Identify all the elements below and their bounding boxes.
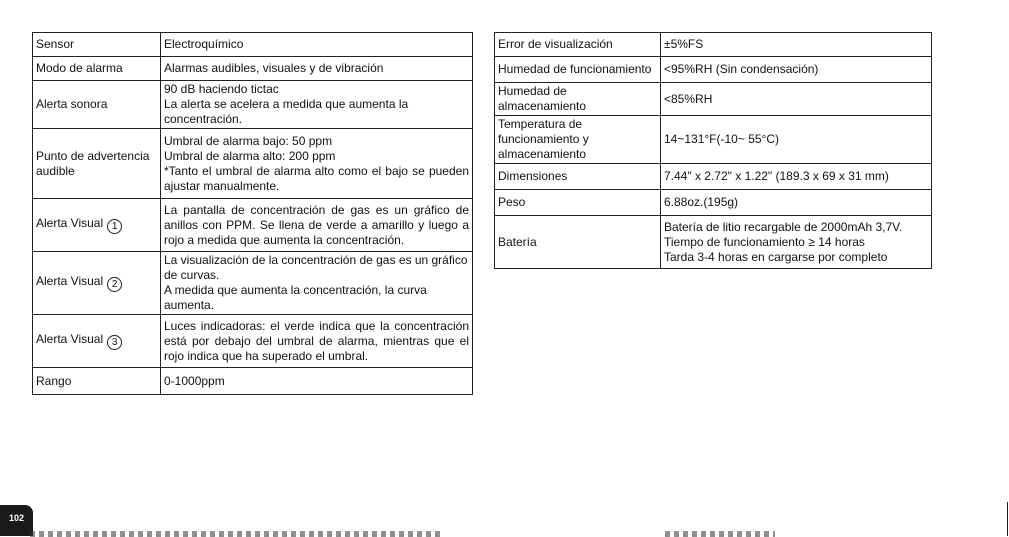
table-row xyxy=(33,57,473,81)
row-value: La pantalla de concentración de gas es un gráfico de anillos con PPM. Se llena de verde a amarillo y luego a rojo a medida que aumenta la concentración. xyxy=(161,199,473,252)
table-row xyxy=(495,216,932,269)
value-line: *Tanto el umbral de alarma alto como el bajo se pueden ajustar manualmente. xyxy=(164,163,469,193)
table-row xyxy=(495,57,932,83)
row-value: Luces indicadoras: el verde indica que la concentración está por debajo del umbral de alarma, mientras que el rojo indica que ha superado el umbral. xyxy=(161,315,473,368)
value-line: Tarda 3-4 horas en cargarse por completo xyxy=(664,249,888,264)
row-label: Punto de advertencia audible xyxy=(33,129,161,199)
row-label: Humedad de almacenamiento xyxy=(495,83,661,116)
row-label xyxy=(33,315,161,368)
row-value: Alarmas audibles, visuales y de vibración xyxy=(161,57,473,81)
row-label-text: Alerta Visual xyxy=(36,216,104,230)
table-row xyxy=(495,83,932,116)
page-edge-divider xyxy=(1007,502,1008,536)
table-row xyxy=(33,81,473,129)
row-label: Peso xyxy=(495,190,661,216)
row-value: <95%RH (Sin condensación) xyxy=(661,57,932,83)
row-value: 7.44" x 2.72" x 1.22" (189.3 x 69 x 31 mm) xyxy=(661,164,932,190)
circled-number-2-icon: 2 xyxy=(107,277,122,292)
value-line: Tiempo de funcionamiento ≥ 14 horas xyxy=(664,234,865,249)
value-line: 90 dB haciendo tictac xyxy=(164,82,279,96)
row-label: Alerta sonora xyxy=(33,81,161,129)
row-label-text: Alerta Visual xyxy=(36,274,104,288)
row-label-text: Alerta Visual xyxy=(36,332,104,346)
table-row xyxy=(495,33,932,57)
table-row xyxy=(495,190,932,216)
row-value: <85%RH xyxy=(661,83,932,116)
row-value: ±5%FS xyxy=(661,33,932,57)
row-value xyxy=(161,252,473,315)
table-row xyxy=(33,368,473,395)
cropped-text-line xyxy=(30,531,440,537)
value-line: Umbral de alarma alto: 200 ppm xyxy=(164,148,336,163)
circled-number-3-icon: 3 xyxy=(107,335,122,350)
row-value: 0-1000ppm xyxy=(161,368,473,395)
table-row xyxy=(33,252,473,315)
row-value: 6.88oz.(195g) xyxy=(661,190,932,216)
row-label xyxy=(33,199,161,252)
page-number: 102 xyxy=(0,505,33,536)
value-line: Umbral de alarma bajo: 50 ppm xyxy=(164,133,333,148)
cropped-text-line xyxy=(665,531,775,537)
table-row xyxy=(33,129,473,199)
row-label: Temperatura de funcionamiento y almacenamiento xyxy=(495,116,661,164)
value-line: La alerta se acelera a medida que aumenta la concentración. xyxy=(164,97,409,126)
row-value xyxy=(161,129,473,199)
row-label: Dimensiones xyxy=(495,164,661,190)
row-label: Modo de alarma xyxy=(33,57,161,81)
row-value xyxy=(161,81,473,129)
row-label: Batería xyxy=(495,216,661,269)
row-value: 14~131°F(-10~ 55°C) xyxy=(661,116,932,164)
value-line: A medida que aumenta la concentración, la curva aumenta. xyxy=(164,283,427,312)
row-label: Error de visualización xyxy=(495,33,661,57)
table-row xyxy=(33,315,473,368)
table-row xyxy=(495,164,932,190)
specs-table-left xyxy=(32,32,473,395)
row-label: Sensor xyxy=(33,33,161,57)
specs-table-right xyxy=(494,32,932,269)
row-value: Electroquímico xyxy=(161,33,473,57)
row-value xyxy=(661,216,932,269)
row-label: Rango xyxy=(33,368,161,395)
table-row xyxy=(33,199,473,252)
circled-number-1-icon: 1 xyxy=(107,219,122,234)
table-row xyxy=(33,33,473,57)
table-row xyxy=(495,116,932,164)
value-line: La visualización de la concentración de gas es un gráfico de curvas. xyxy=(164,253,468,282)
row-label: Humedad de funcionamiento xyxy=(495,57,661,83)
row-label xyxy=(33,252,161,315)
value-line: Batería de litio recargable de 2000mAh 3,7V. xyxy=(664,219,903,234)
